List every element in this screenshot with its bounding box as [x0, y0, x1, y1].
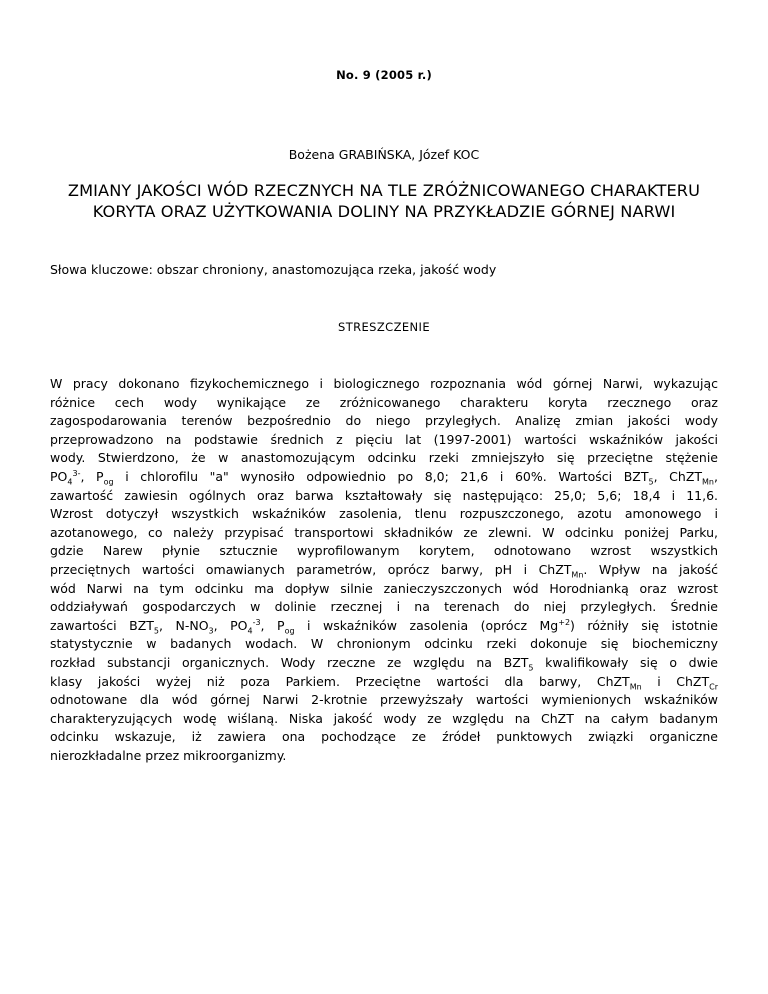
abstract-line: różnice cech wody wynikające ze zróżnicowanego charakteru koryta rzecznego oraz: [50, 394, 718, 410]
abstract-line: przeciętnych wartości omawianych parametrów, oprócz barwy, pH i ChZT$_{Mn}$. Wpływ na jakość: [50, 561, 718, 580]
abstract-heading: STRESZCZENIE: [338, 320, 430, 334]
abstract-line: przeprowadzono na podstawie średnich z pięciu lat (1997-2001) wartości wskaźników jakości: [50, 431, 718, 447]
abstract-line: zawartość zawiesin ogólnych oraz barwa kształtowały się następująco: 25,0; 5,6; 18,4 i 11,6.: [50, 487, 718, 503]
abstract-line: nierozkładalne przez mikroorganizmy.: [50, 747, 287, 763]
abstract-line: odcinku wskazuje, iż zawiera ona pochodzące ze źródeł punktowych związki organiczne: [50, 729, 718, 745]
abstract-line: zagospodarowania terenów bezpośrednio do niego przyległych. Analizę zmian jakości wody: [50, 413, 718, 429]
abstract-line: charakteryzujących wodę wiślaną. Niska jakość wody ze względu na ChZT na całym badanym: [50, 710, 718, 726]
keywords: Słowa kluczowe: obszar chroniony, anastomozująca rzeka, jakość wody: [50, 262, 497, 277]
abstract-line: oddziaływań gospodarczych w dolinie rzecznej i na terenach do niej przyległych. Średnie: [50, 599, 718, 615]
abstract-line: Wzrost dotyczył wszystkich wskaźników zasolenia, tlenu rozpuszczonego, azotu amonowego i: [50, 506, 718, 522]
abstract-line: wód Narwi na tym odcinku ma dopływ silnie zanieczyszczonych wód Horodnianką oraz wzrost: [50, 580, 718, 596]
paper-title: [0, 180, 768, 222]
abstract-line: wody. Stwierdzono, że w anastomozującym odcinku rzeki zmniejszyło się przeciętne stężenie: [50, 450, 718, 466]
abstract-line: W pracy dokonano fizykochemicznego i biologicznego rozpoznania wód górnej Narwi, wykazując: [50, 376, 718, 391]
abstract-line: zawartości $BZT_5$, $N-NO_3$, $PO_4^{-3}$, $P_{og}$ i wskaźników zasolenia (oprócz $Mg^{+2}$) różniły się istotnie: [50, 617, 718, 636]
abstract-line: gdzie Narew płynie sztucznie wyprofilowanym korytem, odnotowano wzrost wszystkich: [50, 543, 718, 559]
abstract-line: rozkład substancji organicznych. Wody rzeczne ze względu na $BZT_5$ kwalifikowały się o dwie: [50, 654, 718, 673]
journal-issue: No. 9 (2005 r.): [336, 68, 432, 82]
abstract-line: statystycznie w badanych wodach. W chronionym odcinku rzeki dokonuje się biochemiczny: [50, 636, 718, 652]
title-line-1: ZMIANY JAKOŚCI WÓD RZECZNYCH NA TLE ZRÓŻNICOWANEGO CHARAKTERU: [67, 181, 701, 200]
abstract-body: [50, 375, 718, 765]
abstract-line: klasy jakości wyżej niż poza Parkiem. Przeciętne wartości dla barwy, ChZT$_{Mn}$ i ChZT$_{Cr}$: [50, 673, 718, 691]
abstract-line: azotanowego, co należy przypisać transportowi składników ze zlewni. W odcinku poniżej Parku,: [50, 524, 718, 540]
abstract-line: odnotowane dla wód górnej Narwi 2-krotnie przewyższały wartości wymienionych wskaźników: [50, 692, 718, 708]
title-line-2: KORYTA ORAZ UŻYTKOWANIA DOLINY NA PRZYKŁADZIE GÓRNEJ NARWI: [92, 202, 676, 221]
authors: Bożena GRABIŃSKA, Józef KOC: [288, 147, 480, 162]
abstract-line: $PO_4^{3-}$, $P_{og}$ i chlorofilu "a" wynosiło odpowiednio po 8,0; 21,6 i 60%. Wartości $BZT_5$, ChZT$_{Mn}$,: [50, 468, 718, 487]
